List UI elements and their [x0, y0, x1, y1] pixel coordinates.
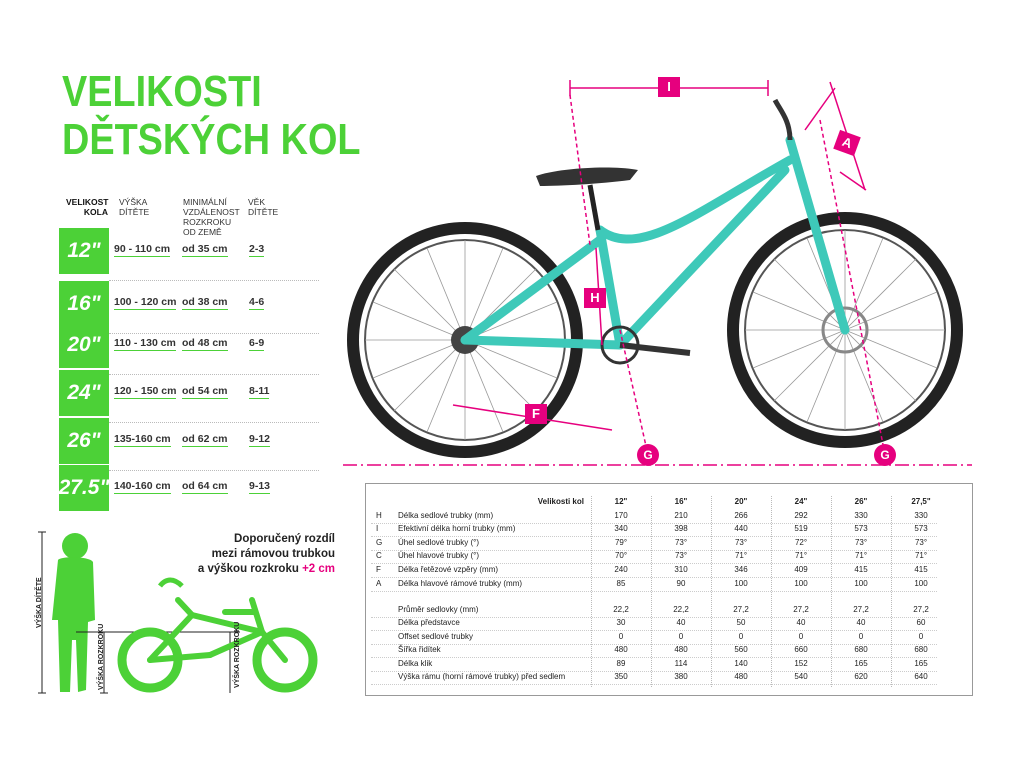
- geometry-value: 415: [914, 565, 928, 574]
- geometry-value: 100: [914, 579, 928, 588]
- child-age: 9-12: [249, 433, 271, 445]
- min-inseam: od 54 cm: [182, 385, 228, 397]
- geometry-row: [366, 524, 972, 537]
- child-inseam-label: VÝŠKA ROZKROKU: [98, 623, 105, 690]
- geometry-letter: F: [376, 565, 381, 574]
- geometry-name: Průměr sedlovky (mm): [398, 605, 479, 614]
- title-line-1: VELIKOSTI: [62, 67, 262, 116]
- child-height: 135-160 cm: [114, 433, 171, 445]
- child-age: 2-3: [249, 243, 265, 255]
- geometry-value: 100: [734, 579, 748, 588]
- min-inseam: od 64 cm: [182, 480, 228, 492]
- geometry-value: 60: [916, 618, 926, 627]
- geometry-name: Úhel sedlové trubky (°): [398, 538, 480, 547]
- dimension-label-g: G: [880, 448, 890, 462]
- size-badge: 27.5": [59, 465, 109, 511]
- geometry-value: 50: [736, 618, 746, 627]
- dimension-lines: [453, 80, 885, 455]
- child-age: 9-13: [249, 480, 271, 492]
- geometry-value: 85: [616, 579, 626, 588]
- geometry-value: 27,2: [793, 605, 809, 614]
- geometry-name: Délka sedlové trubky (mm): [398, 511, 494, 520]
- geometry-value: 340: [614, 524, 628, 533]
- saddle: [536, 168, 638, 186]
- geometry-value: 0: [678, 632, 684, 641]
- geometry-value: 330: [854, 511, 868, 520]
- geometry-value: 560: [734, 645, 748, 654]
- geometry-value: 30: [616, 618, 626, 627]
- geometry-value: 440: [734, 524, 748, 533]
- child-height: 110 - 130 cm: [114, 337, 176, 349]
- geometry-row: [366, 659, 972, 672]
- child-age: 4-6: [249, 296, 265, 308]
- geometry-value: 71°: [914, 551, 928, 560]
- geometry-value: 480: [734, 672, 748, 681]
- geometry-letter: A: [376, 579, 382, 588]
- geometry-value: 73°: [854, 538, 868, 547]
- geometry-value: 170: [614, 511, 628, 520]
- geometry-value: 71°: [854, 551, 868, 560]
- geometry-value: 640: [914, 672, 928, 681]
- geometry-row: [366, 551, 972, 564]
- geometry-name: Šířka řidítek: [398, 645, 441, 654]
- geometry-name: Délka hlavové rámové trubky (mm): [398, 579, 523, 588]
- geometry-value: 0: [798, 632, 804, 641]
- child-height: 120 - 150 cm: [114, 385, 177, 397]
- geometry-value: 415: [854, 565, 868, 574]
- height-column-header: VÝŠKA DÍTĚTE: [119, 197, 150, 217]
- geometry-value: 165: [914, 659, 928, 668]
- size-header: 16": [674, 497, 688, 506]
- size-header: 26": [854, 497, 868, 506]
- geometry-value: 0: [918, 632, 924, 641]
- geometry-name: Efektivní délka horní trubky (mm): [398, 524, 516, 533]
- geometry-value: 310: [674, 565, 688, 574]
- geometry-letter: H: [376, 511, 382, 520]
- dimension-label-i: I: [667, 79, 671, 94]
- size-badge: 16": [59, 281, 109, 327]
- size-badge: 12": [59, 228, 109, 274]
- geometry-value: 210: [674, 511, 688, 520]
- recommendation-note: Doporučený rozdíl mezi rámovou trubkou a výškou rozkroku +2 cm: [197, 533, 335, 575]
- geometry-row: [366, 538, 972, 551]
- geometry-value: 330: [914, 511, 928, 520]
- geometry-value: 72°: [794, 538, 808, 547]
- geometry-value: 22,2: [613, 605, 629, 614]
- geometry-value: 350: [614, 672, 628, 681]
- geometry-row: [366, 632, 972, 645]
- seatpost: [590, 185, 598, 230]
- dimension-label-g: G: [643, 448, 653, 462]
- geometry-name: Délka řetězové vzpěry (mm): [398, 565, 499, 574]
- geometry-value: 398: [674, 524, 688, 533]
- geometry-value: 0: [738, 632, 744, 641]
- geometry-value: 73°: [734, 538, 748, 547]
- title-line-2: DĚTSKÝCH KOL: [62, 115, 361, 164]
- geometry-value: 71°: [734, 551, 748, 560]
- geometry-value: 40: [796, 618, 806, 627]
- geometry-value: 480: [674, 645, 688, 654]
- dimension-label-h: H: [590, 290, 600, 305]
- geometry-value: 27,2: [733, 605, 749, 614]
- geometry-letter: I: [376, 524, 379, 533]
- handlebar: [775, 100, 790, 140]
- min-inseam: od 48 cm: [182, 337, 228, 349]
- geometry-value: 27,2: [853, 605, 869, 614]
- geometry-value: 40: [676, 618, 686, 627]
- geometry-value: 573: [854, 524, 868, 533]
- geometry-letter: G: [376, 538, 383, 547]
- size-header: 27,5": [911, 497, 931, 506]
- geometry-row: [366, 579, 972, 592]
- geometry-letter: C: [376, 551, 382, 560]
- geometry-row: [366, 672, 972, 685]
- geometry-name: Délka představce: [398, 618, 460, 627]
- geometry-value: 620: [854, 672, 868, 681]
- geometry-value: 27,2: [913, 605, 929, 614]
- child-height: 100 - 120 cm: [114, 296, 177, 308]
- geometry-value: 240: [614, 565, 628, 574]
- child-height: 140-160 cm: [114, 480, 171, 492]
- size-header: 20": [734, 497, 748, 506]
- geometry-value: 165: [854, 659, 868, 668]
- geometry-name: Délka klik: [398, 659, 433, 668]
- geometry-value: 573: [914, 524, 928, 533]
- geometry-value: 89: [616, 659, 626, 668]
- geometry-value: 100: [854, 579, 868, 588]
- size-badge: 24": [59, 370, 109, 416]
- child-silhouette: [52, 533, 95, 692]
- geometry-value: 90: [676, 579, 686, 588]
- geometry-value: 0: [618, 632, 624, 641]
- geometry-value: 79°: [614, 538, 628, 547]
- geometry-value: 292: [794, 511, 808, 520]
- geometry-name: Offset sedlové trubky: [398, 632, 473, 641]
- geometry-value: 346: [734, 565, 748, 574]
- geometry-row: [366, 618, 972, 631]
- geometry-value: 40: [856, 618, 866, 627]
- child-age: 8-11: [249, 385, 270, 397]
- geometry-value: 380: [674, 672, 688, 681]
- geometry-value: 152: [794, 659, 808, 668]
- geometry-header-row: [366, 497, 972, 510]
- inseam-column-header: MINIMÁLNÍ VZDÁLENOST ROZKROKU OD ZEMĚ: [183, 197, 240, 237]
- dimension-label-a: A: [840, 133, 855, 152]
- geometry-name: Úhel hlavové trubky (°): [398, 551, 480, 560]
- small-bike-illustration: [122, 580, 313, 688]
- size-badge: 26": [59, 418, 109, 464]
- size-badge: 20": [59, 322, 109, 368]
- min-inseam: od 38 cm: [182, 296, 228, 308]
- geometry-value: 70°: [614, 551, 628, 560]
- min-inseam: od 62 cm: [182, 433, 228, 445]
- frame-height-label: VÝŠKA ROZKROKU: [234, 621, 241, 688]
- geometry-value: 680: [854, 645, 868, 654]
- size-header: 12": [614, 497, 628, 506]
- bike-illustration: [353, 100, 957, 452]
- geometry-value: 22,2: [673, 605, 689, 614]
- geometry-value: 480: [614, 645, 628, 654]
- dimension-label-f: F: [532, 406, 540, 421]
- child-age: 6-9: [249, 337, 265, 349]
- geometry-row: [366, 565, 972, 578]
- geometry-value: 266: [734, 511, 748, 520]
- child-height: 90 - 110 cm: [114, 243, 171, 255]
- geometry-value: 73°: [674, 551, 688, 560]
- geometry-table: [365, 483, 973, 696]
- geometry-value: 100: [794, 579, 808, 588]
- min-inseam: od 35 cm: [182, 243, 228, 255]
- geometry-value: 71°: [794, 551, 808, 560]
- recommendation-accent: +2 cm: [302, 563, 335, 575]
- geometry-row: [366, 605, 972, 618]
- geometry-value: 114: [674, 659, 688, 668]
- child-height-label: VÝŠKA DÍTĚTE: [36, 577, 43, 628]
- geometry-value: 73°: [914, 538, 928, 547]
- size-header: 24": [794, 497, 808, 506]
- crank: [620, 345, 690, 353]
- geometry-value: 0: [858, 632, 864, 641]
- geometry-value: 660: [794, 645, 808, 654]
- geometry-row: [366, 511, 972, 524]
- geometry-header-label: Velikosti kol: [537, 497, 584, 506]
- geometry-row: [366, 645, 972, 658]
- geometry-name: Výška rámu (horní rámové trubky) před sedlem: [398, 672, 566, 681]
- geometry-value: 540: [794, 672, 808, 681]
- age-column-header: VĚK DÍTĚTE: [248, 197, 279, 217]
- geometry-value: 409: [794, 565, 808, 574]
- geometry-value: 140: [734, 659, 748, 668]
- size-column-header: VELIKOST KOLA: [66, 197, 109, 217]
- geometry-value: 519: [794, 524, 808, 533]
- geometry-value: 680: [914, 645, 928, 654]
- geometry-value: 73°: [674, 538, 688, 547]
